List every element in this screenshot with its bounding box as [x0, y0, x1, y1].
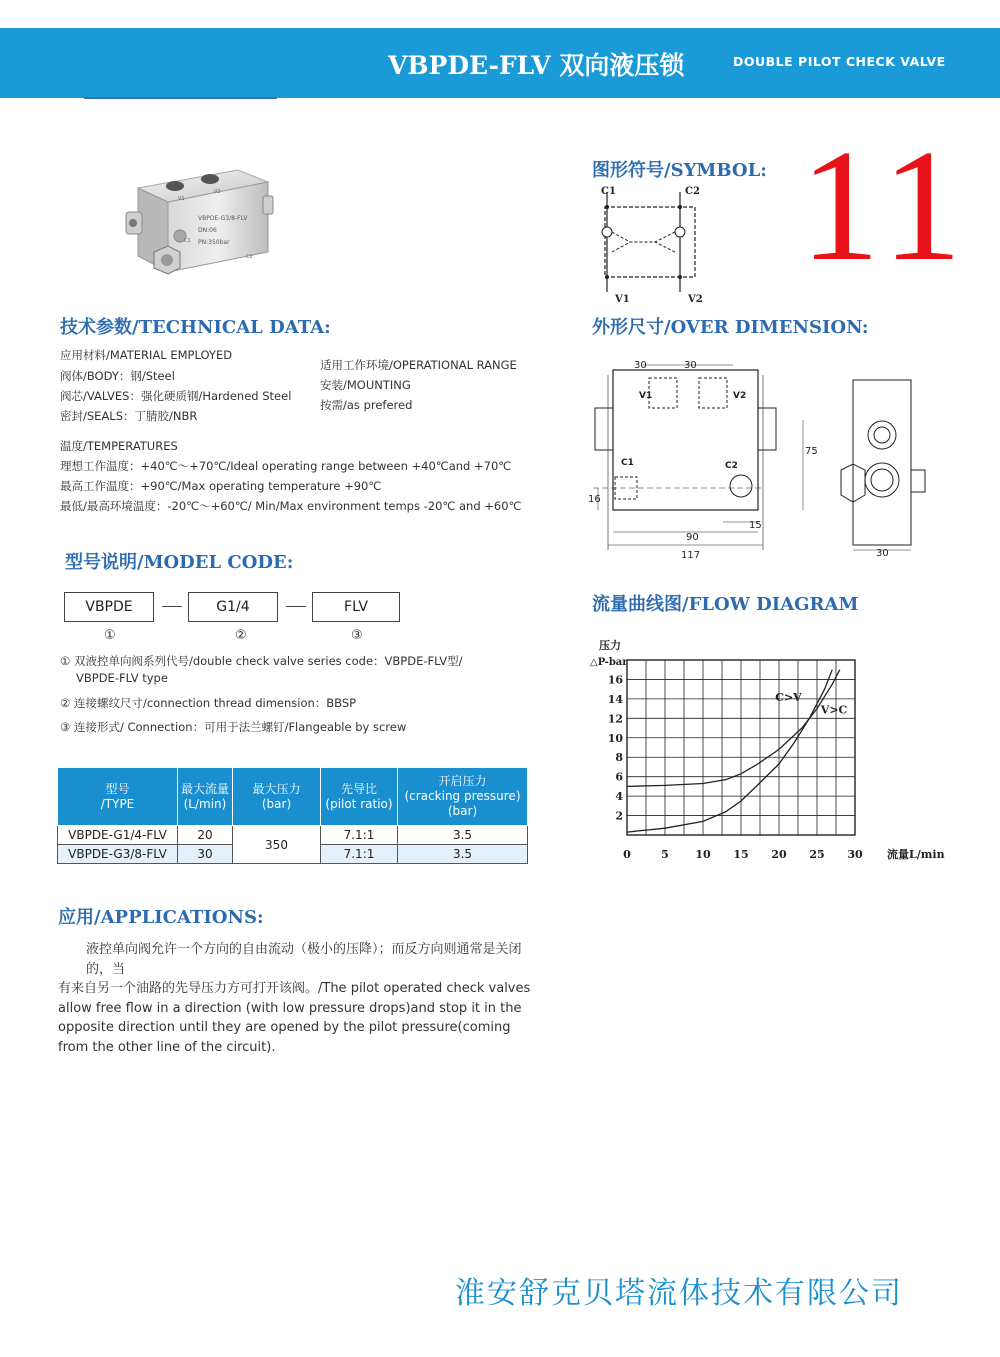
model-code-title: 型号说明/MODEL CODE:: [65, 552, 294, 573]
model-note-2: ② 连接螺纹尺寸/connection thread dimension：BBSP: [60, 696, 357, 710]
model-box-thread: G1/4: [188, 592, 278, 622]
model-note-1: ① 双液控单向阀系列代号/double check valve series code：VBPDE-FLV型/: [60, 654, 463, 668]
tech-operational-heading: 适用工作环境/OPERATIONAL RANGE: [320, 358, 517, 372]
page-subtitle: DOUBLE PILOT CHECK VALVE: [733, 54, 946, 69]
tech-temp-heading: 温度/TEMPERATURES: [60, 439, 178, 453]
series-line-2: [627, 670, 840, 787]
spec-table: [57, 767, 528, 864]
tech-valves: 阀芯/VALVES：强化硬质钢/Hardened Steel: [60, 389, 292, 403]
y-tick-label: 4: [615, 790, 623, 804]
y-tick-label: 6: [615, 770, 623, 784]
flow-title: 流量曲线图/FLOW DIAGRAM: [592, 594, 859, 615]
photo-mark-c2: C2: [246, 254, 253, 260]
cell-ratio: 7.1:1: [321, 826, 398, 845]
dim-label-v1: V1: [639, 391, 653, 401]
table-row: [58, 826, 528, 845]
model-box-series: VBPDE: [64, 592, 154, 622]
symbol-label-c1: C1: [601, 186, 616, 197]
company-name: 淮安舒克贝塔流体技术有限公司: [455, 1276, 903, 1311]
model-num-3: ③: [351, 628, 363, 643]
page-title: VBPDE-FLV 双向液压锁: [388, 51, 685, 80]
dim-label-16: 16: [588, 494, 601, 505]
col-max-flow: 最大流量 (L/min): [178, 768, 233, 826]
model-note-1b: VBPDE-FLV type: [76, 671, 168, 685]
x-tick-label: 30: [847, 848, 863, 861]
symbol-label-v1: V1: [615, 294, 630, 305]
cell-type: VBPDE-G1/4-FLV: [58, 826, 178, 845]
y-tick-label: 12: [607, 712, 623, 726]
dim-label-c1: C1: [621, 458, 634, 468]
x-tick-label: 10: [695, 848, 711, 861]
x-axis-label: 流量L/min: [887, 848, 945, 861]
cell-type: VBPDE-G3/8-FLV: [58, 845, 178, 864]
header-underline: [84, 97, 277, 99]
col-type: 型号 /TYPE: [58, 768, 178, 826]
app-line-4: opposite direction until they are opened by the pilot pressure(coming: [58, 1020, 511, 1035]
col-pilot-ratio: 先导比 (pilot ratio): [321, 768, 398, 826]
symbol-label-v2: V2: [688, 294, 703, 305]
photo-mark-v2: V2: [214, 189, 221, 195]
y-axis-label: 压力: [599, 639, 621, 652]
app-line-2: 有来自另一个油路的先导压力方可打开该阀。/The pilot operated check valves: [58, 981, 531, 996]
symbol-label-c2: C2: [685, 186, 700, 197]
dim-label-c2: C2: [725, 461, 738, 471]
app-line-5: from the other line of the circuit).: [58, 1039, 276, 1055]
dimension-drawing: [583, 350, 943, 565]
tech-seals: 密封/SEALS：丁腈胶/NBR: [60, 409, 198, 423]
y-tick-label: 2: [615, 809, 623, 823]
y-tick-label: 10: [607, 731, 623, 745]
tech-temp-max: 最高工作温度：+90℃/Max operating temperature +90℃: [60, 479, 382, 493]
cell-ratio: 7.1:1: [321, 845, 398, 864]
photo-mark-v1: V1: [178, 196, 185, 202]
photo-engraving-dn: DN:06: [198, 227, 217, 234]
tech-mounting-value: 按需/as prefered: [320, 398, 413, 412]
model-note-3: ③ 连接形式/ Connection：可用于法兰螺钉/Flangeable by screw: [60, 720, 407, 734]
y-axis-label-unit: △P-bar: [590, 657, 628, 668]
flow-chart: [585, 635, 950, 865]
model-box-connection: FLV: [312, 592, 400, 622]
hydraulic-symbol: [585, 180, 715, 305]
model-dash-1: [162, 606, 182, 607]
app-line-3: allow free flow in a direction (with low pressure drops)and stop it in the: [58, 1000, 522, 1016]
dim-label-117: 117: [681, 550, 701, 561]
model-dash-2: [286, 606, 306, 607]
series-label-1: C>V: [775, 690, 802, 704]
symbol-title: 图形符号/SYMBOL:: [592, 160, 767, 181]
dim-label-75: 75: [805, 446, 818, 457]
col-max-pressure: 最大压力 (bar): [233, 768, 321, 826]
dim-label-30a: 30: [634, 360, 647, 371]
cell-flow: 20: [178, 826, 233, 845]
dim-label-v2: V2: [733, 391, 747, 401]
dim-label-30b: 30: [684, 360, 697, 371]
dim-label-90: 90: [686, 532, 699, 543]
cell-cracking: 3.5: [398, 826, 528, 845]
x-tick-label: 15: [733, 848, 749, 861]
x-tick-label: 25: [809, 848, 825, 861]
tech-body: 阀体/BODY：钢/Steel: [60, 369, 175, 383]
applications-text: [58, 940, 538, 1057]
applications-title: 应用/APPLICATIONS:: [58, 907, 264, 928]
cell-cracking: 3.5: [398, 845, 528, 864]
dim-label-15: 15: [749, 520, 762, 531]
dim-label-30c: 30: [876, 548, 889, 559]
cell-flow: 30: [178, 845, 233, 864]
x-tick-label: 20: [771, 848, 787, 861]
tech-mounting: 安装/MOUNTING: [320, 378, 411, 392]
tech-material-heading: 应用材料/MATERIAL EMPLOYED: [60, 348, 233, 362]
page-number: 11: [800, 116, 971, 294]
model-num-2: ②: [235, 628, 247, 643]
x-tick-label: 5: [661, 848, 669, 861]
col-cracking-pressure: 开启压力 (cracking pressure) (bar): [398, 768, 528, 826]
cell-pressure: 350: [233, 826, 321, 864]
technical-title: 技术参数/TECHNICAL DATA:: [60, 317, 331, 338]
y-tick-label: 8: [615, 751, 623, 765]
product-photo: [118, 160, 278, 290]
photo-engraving-model: VBPDE-G3/8-FLV: [198, 215, 248, 222]
photo-engraving-pn: PN:350bar: [198, 239, 230, 246]
x-tick-label: 0: [623, 848, 631, 861]
model-num-1: ①: [104, 628, 116, 643]
app-line-1: 液控单向阀允许一个方向的自由流动（极小的压降）；而反方向则通常是关闭的，当: [86, 942, 522, 977]
y-tick-label: 16: [607, 673, 623, 687]
photo-mark-c1: C1: [184, 238, 191, 244]
tech-temp-env: 最低/最高环境温度：-20℃～+60℃/ Min/Max environment temps -20℃ and +60℃: [60, 499, 522, 513]
dimension-title: 外形尺寸/OVER DIMENSION:: [592, 317, 869, 338]
series-label-2: V>C: [820, 703, 848, 717]
tech-temp-ideal: 理想工作温度：+40℃～+70℃/Ideal operating range between +40℃and +70℃: [60, 459, 512, 473]
y-tick-label: 14: [607, 692, 623, 706]
